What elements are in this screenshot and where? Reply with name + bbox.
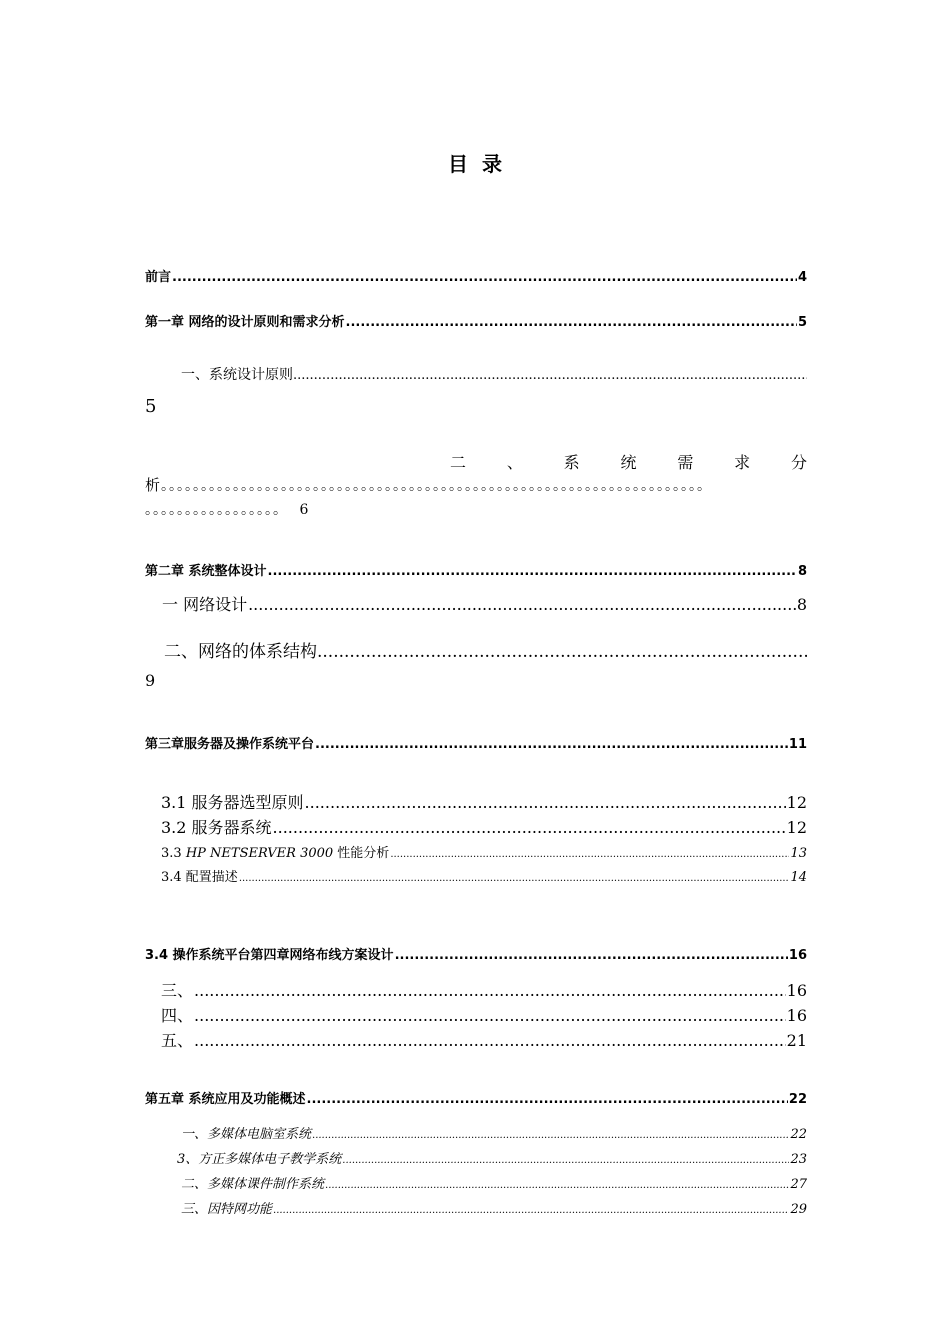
toc-label-char: 分 [790, 453, 807, 472]
toc-label: 第三章服务器及操作系统平台 [145, 737, 315, 752]
toc-leader [268, 564, 797, 579]
toc-label: 二、多媒体课件制作系统 [181, 1177, 325, 1192]
toc-label: 五、 [161, 1031, 194, 1050]
toc-label: 三、因特网功能 [181, 1202, 273, 1217]
toc-entry-4-4[interactable] [161, 1003, 807, 1026]
toc-entry-chapter-4[interactable] [145, 944, 807, 963]
toc-label-char: 需 [677, 453, 694, 472]
toc-entry-3-1[interactable] [161, 790, 807, 813]
toc-label: 一 网络设计 [162, 595, 248, 614]
toc-leader [194, 1006, 786, 1025]
toc-label: 前言 [145, 270, 172, 285]
toc-leader [239, 873, 790, 884]
toc-leader [172, 270, 797, 285]
toc-entry-chapter-5[interactable] [145, 1088, 807, 1107]
toc-label: 3.2 服务器系统 [161, 818, 272, 837]
toc-entry-5-1[interactable] [181, 1123, 807, 1142]
toc-entry-2-2[interactable] [164, 637, 807, 662]
toc-entry-4-5[interactable] [161, 1028, 807, 1051]
toc-leader [317, 642, 807, 662]
toc-leader [395, 948, 788, 963]
toc-leader-wrapped: 。。。。。。。。。。。。。。。。。 6 [145, 502, 310, 518]
toc-label: 一、多媒体电脑室系统 [181, 1127, 312, 1142]
toc-entry-3-4[interactable] [161, 866, 807, 885]
toc-label-char: 系 [563, 453, 580, 472]
toc-label-char: 二 [450, 453, 467, 472]
toc-page-number: 14 [790, 870, 807, 885]
toc-leader [315, 737, 788, 752]
toc-leader [307, 1092, 788, 1107]
toc-leader-wrapped: 析。。。。。。。。。。。。。。。。。。。。。。。。。。。。。。。。。。。。。。。。。。。。。。。。。。。。。。。。。。。。。。。。。。。。 [145, 476, 713, 494]
toc-label-char: 求 [734, 453, 751, 472]
toc-entry-3-2[interactable] [161, 815, 807, 838]
toc-entry-preface[interactable] [145, 266, 807, 285]
toc-entry-5-4[interactable] [181, 1198, 807, 1217]
toc-label: 3.3 HP NETSERVER 3000 性能分析 [161, 846, 390, 861]
toc-label: 二、网络的体系结构 [164, 642, 317, 662]
toc-entry-1-1[interactable] [181, 364, 807, 384]
toc-page-number: 11 [788, 737, 807, 752]
toc-page-number: 16 [786, 981, 807, 1000]
toc-page-number: 29 [790, 1202, 807, 1217]
toc-label: 三、 [161, 981, 194, 1000]
toc-page-number: 12 [786, 818, 807, 837]
toc-label-char: 统 [620, 453, 637, 472]
toc-page-number: 8 [796, 595, 807, 614]
toc-leader [312, 1130, 789, 1141]
toc-page-number: 21 [786, 1031, 807, 1050]
page-title: 目录 [448, 152, 516, 176]
toc-label-char: 、 [506, 453, 523, 472]
toc-page-number: 8 [797, 564, 807, 579]
toc-page-number: 16 [788, 948, 807, 963]
toc-leader [346, 315, 797, 330]
toc-label: 3、方正多媒体电子教学系统 [177, 1152, 342, 1167]
toc-page-number: 9 [145, 671, 156, 690]
toc-label: 3.4 配置描述 [161, 870, 238, 885]
toc-label: 第五章 系统应用及功能概述 [145, 1092, 306, 1107]
toc-entry-2-1[interactable] [162, 592, 807, 615]
toc-leader [390, 849, 789, 860]
toc-entry-5-2[interactable] [177, 1148, 807, 1167]
toc-entry-chapter-1[interactable] [145, 311, 807, 330]
toc-page-number: 12 [786, 793, 807, 812]
toc-label: 3.1 服务器选型原则 [161, 793, 304, 812]
toc-leader [248, 595, 796, 614]
toc-label: 一、系统设计原则 [181, 367, 293, 383]
toc-label: 四、 [161, 1006, 194, 1025]
toc-entry-5-3[interactable] [181, 1173, 807, 1192]
toc-leader [194, 1031, 786, 1050]
toc-leader [325, 1180, 789, 1191]
toc-entry-chapter-3[interactable] [145, 733, 807, 752]
toc-leader [305, 793, 786, 812]
toc-page-number: 6 [299, 502, 310, 518]
toc-page-number: 22 [790, 1127, 807, 1142]
toc-page-number: 16 [786, 1006, 807, 1025]
toc-entry-1-2[interactable] [450, 450, 807, 473]
toc-page-number: 5 [797, 315, 807, 330]
toc-page-number: 27 [790, 1177, 807, 1192]
toc-leader [342, 1155, 789, 1166]
toc-leader [273, 818, 786, 837]
toc-leader [293, 368, 807, 383]
toc-page-number: 5 [145, 396, 157, 417]
toc-page-number: 23 [790, 1152, 807, 1167]
toc-entry-3-3[interactable] [161, 842, 807, 861]
toc-label: 3.4 操作系统平台第四章网络布线方案设计 [145, 948, 394, 963]
toc-page-number: 4 [797, 270, 807, 285]
toc-page-number: 13 [790, 846, 807, 861]
toc-page-number: 22 [788, 1092, 807, 1107]
toc-leader [273, 1205, 789, 1216]
toc-label: 第二章 系统整体设计 [145, 564, 267, 579]
toc-entry-chapter-2[interactable] [145, 560, 807, 579]
toc-entry-4-3[interactable] [161, 978, 807, 1001]
toc-leader [194, 981, 786, 1000]
toc-label: 第一章 网络的设计原则和需求分析 [145, 315, 345, 330]
